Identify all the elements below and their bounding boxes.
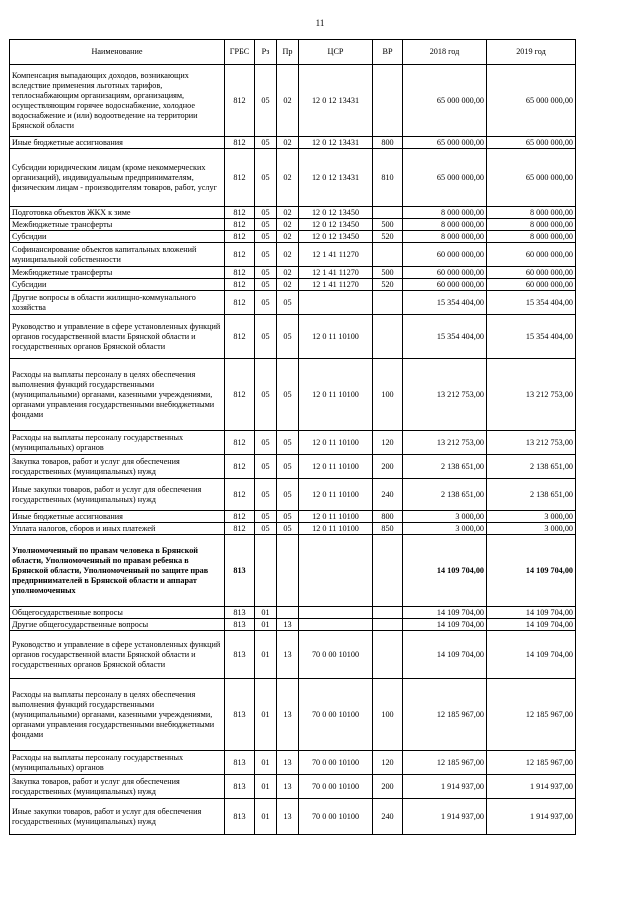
cell-name: Расходы на выплаты персоналу в целях обеспечения выполнения функций государственными (муниципальными) органами, казенными учреждениями, органами управления государственными внебюджетными фондами [10, 359, 225, 431]
cell-2018: 65 000 000,00 [403, 65, 487, 137]
cell-pr: 05 [277, 315, 299, 359]
cell-2018: 8 000 000,00 [403, 231, 487, 243]
cell-pr: 13 [277, 619, 299, 631]
cell-2019: 3 000,00 [487, 523, 576, 535]
cell-grbs: 812 [225, 219, 255, 231]
cell-grbs: 813 [225, 751, 255, 775]
budget-table [9, 39, 576, 835]
cell-name: Закупка товаров, работ и услуг для обеспечения государственных (муниципальных) нужд [10, 775, 225, 799]
cell-csr: 12 0 11 10100 [299, 511, 373, 523]
table-row [10, 291, 576, 315]
table-row [10, 751, 576, 775]
cell-2018: 3 000,00 [403, 511, 487, 523]
cell-pr: 05 [277, 455, 299, 479]
cell-grbs: 813 [225, 619, 255, 631]
cell-vr [373, 631, 403, 679]
cell-2018: 2 138 651,00 [403, 455, 487, 479]
cell-vr: 520 [373, 279, 403, 291]
cell-vr: 240 [373, 479, 403, 511]
cell-csr: 12 1 41 11270 [299, 279, 373, 291]
cell-vr: 200 [373, 775, 403, 799]
cell-name: Расходы на выплаты персоналу государственных (муниципальных) органов [10, 431, 225, 455]
cell-2019: 8 000 000,00 [487, 219, 576, 231]
table-body [10, 65, 576, 835]
cell-vr: 120 [373, 751, 403, 775]
cell-2018: 1 914 937,00 [403, 775, 487, 799]
table-row [10, 679, 576, 751]
table-row [10, 65, 576, 137]
cell-rz: 05 [255, 511, 277, 523]
cell-2018: 60 000 000,00 [403, 243, 487, 267]
cell-csr: 12 0 11 10100 [299, 455, 373, 479]
cell-2018: 14 109 704,00 [403, 631, 487, 679]
cell-pr: 02 [277, 243, 299, 267]
cell-vr: 800 [373, 511, 403, 523]
cell-pr: 05 [277, 431, 299, 455]
cell-grbs: 812 [225, 479, 255, 511]
table-row [10, 455, 576, 479]
cell-2019: 12 185 967,00 [487, 679, 576, 751]
cell-vr: 800 [373, 137, 403, 149]
cell-grbs: 812 [225, 455, 255, 479]
page-number: 11 [315, 18, 325, 28]
cell-rz: 05 [255, 267, 277, 279]
cell-csr: 12 0 12 13450 [299, 219, 373, 231]
cell-vr [373, 291, 403, 315]
cell-2019: 65 000 000,00 [487, 137, 576, 149]
cell-2019: 1 914 937,00 [487, 775, 576, 799]
cell-pr: 02 [277, 279, 299, 291]
cell-vr: 520 [373, 231, 403, 243]
cell-csr: 70 0 00 10100 [299, 799, 373, 835]
cell-pr [277, 607, 299, 619]
header-vr: ВР [373, 40, 403, 65]
cell-name: Субсидии [10, 279, 225, 291]
table-row [10, 523, 576, 535]
cell-csr: 12 0 12 13450 [299, 207, 373, 219]
cell-name: Другие вопросы в области жилищно-коммунального хозяйства [10, 291, 225, 315]
table-row [10, 231, 576, 243]
cell-rz: 05 [255, 523, 277, 535]
header-2019: 2019 год [487, 40, 576, 65]
cell-name: Расходы на выплаты персоналу государственных (муниципальных) органов [10, 751, 225, 775]
cell-grbs: 813 [225, 535, 255, 607]
cell-2018: 8 000 000,00 [403, 219, 487, 231]
cell-csr: 70 0 00 10100 [299, 751, 373, 775]
cell-2019: 2 138 651,00 [487, 455, 576, 479]
cell-csr [299, 535, 373, 607]
table-row [10, 479, 576, 511]
cell-2018: 2 138 651,00 [403, 479, 487, 511]
cell-pr: 02 [277, 149, 299, 207]
cell-rz: 01 [255, 607, 277, 619]
cell-rz: 05 [255, 479, 277, 511]
cell-name: Иные бюджетные ассигнования [10, 511, 225, 523]
cell-grbs: 812 [225, 431, 255, 455]
cell-name: Другие общегосударственные вопросы [10, 619, 225, 631]
cell-rz: 05 [255, 207, 277, 219]
cell-vr [373, 535, 403, 607]
header-2018: 2018 год [403, 40, 487, 65]
cell-csr: 12 1 41 11270 [299, 267, 373, 279]
cell-2018: 65 000 000,00 [403, 149, 487, 207]
cell-vr: 500 [373, 219, 403, 231]
table-row [10, 631, 576, 679]
table-row [10, 207, 576, 219]
cell-csr: 12 0 12 13431 [299, 149, 373, 207]
cell-csr: 70 0 00 10100 [299, 679, 373, 751]
cell-2018: 13 212 753,00 [403, 431, 487, 455]
cell-grbs: 813 [225, 799, 255, 835]
cell-name: Межбюджетные трансферты [10, 267, 225, 279]
cell-vr: 200 [373, 455, 403, 479]
cell-2018: 15 354 404,00 [403, 291, 487, 315]
cell-rz: 05 [255, 291, 277, 315]
table-row [10, 315, 576, 359]
cell-grbs: 812 [225, 279, 255, 291]
cell-vr: 100 [373, 359, 403, 431]
cell-grbs: 812 [225, 267, 255, 279]
cell-rz: 05 [255, 359, 277, 431]
cell-name: Руководство и управление в сфере установленных функций органов государственной власти Брянской области и государственных органов Брянской области [10, 631, 225, 679]
cell-grbs: 812 [225, 137, 255, 149]
cell-rz: 01 [255, 775, 277, 799]
cell-csr [299, 619, 373, 631]
cell-rz: 01 [255, 619, 277, 631]
cell-2019: 13 212 753,00 [487, 431, 576, 455]
cell-rz: 05 [255, 455, 277, 479]
cell-2018: 60 000 000,00 [403, 267, 487, 279]
cell-vr [373, 207, 403, 219]
cell-csr: 12 1 41 11270 [299, 243, 373, 267]
table-row [10, 279, 576, 291]
cell-vr: 850 [373, 523, 403, 535]
cell-2018: 3 000,00 [403, 523, 487, 535]
cell-2018: 14 109 704,00 [403, 607, 487, 619]
cell-pr: 05 [277, 479, 299, 511]
cell-name: Межбюджетные трансферты [10, 219, 225, 231]
header-pr: Пр [277, 40, 299, 65]
cell-vr [373, 243, 403, 267]
table-row [10, 431, 576, 455]
table-row [10, 243, 576, 267]
cell-pr: 02 [277, 267, 299, 279]
table-row [10, 359, 576, 431]
cell-name: Закупка товаров, работ и услуг для обеспечения государственных (муниципальных) нужд [10, 455, 225, 479]
cell-rz: 01 [255, 799, 277, 835]
cell-2019: 13 212 753,00 [487, 359, 576, 431]
cell-csr: 70 0 00 10100 [299, 631, 373, 679]
cell-2019: 15 354 404,00 [487, 315, 576, 359]
cell-rz: 01 [255, 631, 277, 679]
cell-vr: 240 [373, 799, 403, 835]
cell-rz: 05 [255, 65, 277, 137]
cell-grbs: 812 [225, 315, 255, 359]
cell-2018: 15 354 404,00 [403, 315, 487, 359]
cell-2018: 13 212 753,00 [403, 359, 487, 431]
cell-rz: 05 [255, 137, 277, 149]
table-row [10, 535, 576, 607]
cell-2018: 60 000 000,00 [403, 279, 487, 291]
cell-2019: 12 185 967,00 [487, 751, 576, 775]
cell-pr: 02 [277, 137, 299, 149]
header-name: Наименование [10, 40, 225, 65]
cell-vr: 500 [373, 267, 403, 279]
cell-csr: 12 0 11 10100 [299, 315, 373, 359]
cell-grbs: 813 [225, 607, 255, 619]
cell-2019: 8 000 000,00 [487, 231, 576, 243]
cell-name: Субсидии [10, 231, 225, 243]
cell-2019: 60 000 000,00 [487, 279, 576, 291]
table-header-row [10, 40, 576, 65]
cell-pr: 02 [277, 207, 299, 219]
cell-csr: 12 0 11 10100 [299, 479, 373, 511]
cell-grbs: 812 [225, 523, 255, 535]
cell-pr: 05 [277, 359, 299, 431]
cell-2019: 8 000 000,00 [487, 207, 576, 219]
cell-name: Уполномоченный по правам человека в Брянской области, Уполномоченный по правам ребенка в Брянской области, Уполномоченный по защите прав предпринимателей в Брянской области и аппарат уполномоченных [10, 535, 225, 607]
cell-2019: 14 109 704,00 [487, 535, 576, 607]
cell-csr: 12 0 11 10100 [299, 359, 373, 431]
table-row [10, 267, 576, 279]
cell-csr: 12 0 12 13450 [299, 231, 373, 243]
cell-name: Компенсация выпадающих доходов, возникающих вследствие применения льготных тарифов, теплоснабжающим организациям, организациям, осуществляющим горячее водоснабжение, холодное водоснабжение и (или) водоотведение на территории Брянской области [10, 65, 225, 137]
cell-2019: 1 914 937,00 [487, 799, 576, 835]
cell-csr [299, 291, 373, 315]
cell-pr: 02 [277, 231, 299, 243]
header-grbs: ГРБС [225, 40, 255, 65]
cell-pr: 13 [277, 751, 299, 775]
cell-grbs: 812 [225, 291, 255, 315]
cell-vr [373, 315, 403, 359]
cell-pr [277, 535, 299, 607]
cell-name: Общегосударственные вопросы [10, 607, 225, 619]
cell-vr [373, 607, 403, 619]
cell-name: Руководство и управление в сфере установленных функций органов государственной власти Брянской области и государственных органов Брянской области [10, 315, 225, 359]
table-row [10, 607, 576, 619]
cell-name: Иные закупки товаров, работ и услуг для обеспечения государственных (муниципальных) нужд [10, 799, 225, 835]
cell-grbs: 812 [225, 231, 255, 243]
cell-name: Субсидии юридическим лицам (кроме некоммерческих организаций), индивидуальным предпринимателям, физическим лицам - производителям товаров, работ, услуг [10, 149, 225, 207]
cell-csr: 12 0 11 10100 [299, 523, 373, 535]
cell-pr: 02 [277, 219, 299, 231]
cell-pr: 13 [277, 775, 299, 799]
cell-2018: 65 000 000,00 [403, 137, 487, 149]
cell-csr: 12 0 12 13431 [299, 65, 373, 137]
table-row [10, 149, 576, 207]
cell-name: Расходы на выплаты персоналу в целях обеспечения выполнения функций государственными (муниципальными) органами, казенными учреждениями, органами управления государственными внебюджетными фондами [10, 679, 225, 751]
cell-csr [299, 607, 373, 619]
table-row [10, 619, 576, 631]
cell-vr: 100 [373, 679, 403, 751]
cell-rz [255, 535, 277, 607]
cell-grbs: 812 [225, 149, 255, 207]
cell-vr: 810 [373, 149, 403, 207]
cell-pr: 13 [277, 631, 299, 679]
cell-name: Иные бюджетные ассигнования [10, 137, 225, 149]
cell-rz: 01 [255, 679, 277, 751]
header-rz: Рз [255, 40, 277, 65]
cell-2019: 60 000 000,00 [487, 243, 576, 267]
cell-vr [373, 619, 403, 631]
cell-grbs: 813 [225, 631, 255, 679]
cell-rz: 05 [255, 219, 277, 231]
cell-2018: 12 185 967,00 [403, 679, 487, 751]
cell-csr: 12 0 11 10100 [299, 431, 373, 455]
cell-2018: 14 109 704,00 [403, 535, 487, 607]
cell-pr: 05 [277, 523, 299, 535]
cell-2019: 14 109 704,00 [487, 631, 576, 679]
cell-grbs: 812 [225, 207, 255, 219]
cell-2018: 12 185 967,00 [403, 751, 487, 775]
cell-grbs: 813 [225, 775, 255, 799]
cell-rz: 05 [255, 243, 277, 267]
table-row [10, 799, 576, 835]
cell-2019: 65 000 000,00 [487, 149, 576, 207]
cell-pr: 02 [277, 65, 299, 137]
cell-2019: 65 000 000,00 [487, 65, 576, 137]
cell-name: Уплата налогов, сборов и иных платежей [10, 523, 225, 535]
cell-pr: 13 [277, 799, 299, 835]
cell-grbs: 812 [225, 243, 255, 267]
cell-2018: 1 914 937,00 [403, 799, 487, 835]
cell-csr: 12 0 12 13431 [299, 137, 373, 149]
cell-name: Софинансирование объектов капитальных вложений муниципальной собственности [10, 243, 225, 267]
cell-2019: 60 000 000,00 [487, 267, 576, 279]
cell-rz: 05 [255, 315, 277, 359]
cell-rz: 05 [255, 231, 277, 243]
cell-pr: 13 [277, 679, 299, 751]
cell-rz: 05 [255, 279, 277, 291]
cell-csr: 70 0 00 10100 [299, 775, 373, 799]
cell-rz: 05 [255, 149, 277, 207]
cell-2019: 14 109 704,00 [487, 619, 576, 631]
cell-vr [373, 65, 403, 137]
header-csr: ЦСР [299, 40, 373, 65]
cell-2019: 14 109 704,00 [487, 607, 576, 619]
cell-pr: 05 [277, 511, 299, 523]
cell-2018: 14 109 704,00 [403, 619, 487, 631]
cell-2019: 15 354 404,00 [487, 291, 576, 315]
cell-name: Иные закупки товаров, работ и услуг для обеспечения государственных (муниципальных) нужд [10, 479, 225, 511]
cell-vr: 120 [373, 431, 403, 455]
cell-2018: 8 000 000,00 [403, 207, 487, 219]
cell-grbs: 812 [225, 65, 255, 137]
table-row [10, 775, 576, 799]
cell-grbs: 812 [225, 359, 255, 431]
table-row [10, 219, 576, 231]
cell-rz: 05 [255, 431, 277, 455]
cell-pr: 05 [277, 291, 299, 315]
cell-2019: 2 138 651,00 [487, 479, 576, 511]
table-row [10, 511, 576, 523]
cell-name: Подготовка объектов ЖКХ к зиме [10, 207, 225, 219]
cell-2019: 3 000,00 [487, 511, 576, 523]
cell-rz: 01 [255, 751, 277, 775]
cell-grbs: 813 [225, 679, 255, 751]
table-row [10, 137, 576, 149]
cell-grbs: 812 [225, 511, 255, 523]
